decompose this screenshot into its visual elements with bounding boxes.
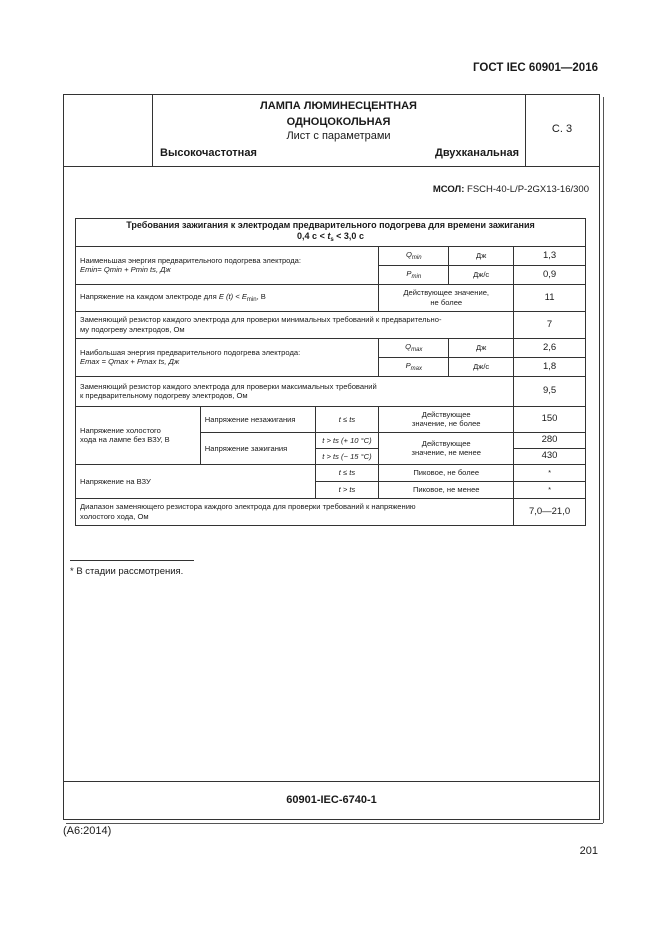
max-resistor-label: Заменяющий резистор каждого электрода для проверки максимальных требований к предварительному подогреву электродов, Ом — [76, 376, 514, 406]
ignition-value-warm: 280 — [514, 432, 586, 448]
pmax-unit: Дж/с — [449, 357, 514, 376]
frame-shadow-right — [600, 97, 604, 823]
electrode-voltage-label: Напряжение на каждом электроде для E $(t) < E_{min}$, В — [76, 284, 379, 311]
table-row — [76, 311, 586, 338]
frame-shadow-bottom — [66, 820, 603, 824]
pmax-symbol: $P_{max}$ — [379, 357, 449, 376]
max-energy-formula: Emax = Qmax + Pmax ts, Дж — [80, 357, 180, 367]
non-ignition-condition: t ≤ ts — [315, 406, 379, 432]
ignition-value-cold: 430 — [514, 448, 586, 464]
igniter-qualifier-1: Пиковое, не более — [379, 464, 514, 481]
ignition-voltage-label: Напряжение зажигания — [200, 432, 315, 464]
table-heading — [76, 219, 586, 247]
msol-value: FSCH-40-L/P-2GX13-16/300 — [467, 184, 589, 195]
min-resistor-label: Заменяющий резистор каждого электрода для проверки минимальных требований к предварительно- му подогреву электродов, Ом — [76, 311, 514, 338]
lamp-title-line1: ЛАМПА ЛЮМИНЕСЦЕНТНАЯ — [260, 100, 417, 112]
page-reference: С. 3 — [551, 123, 573, 135]
msol-label: МСОЛ: — [432, 184, 465, 195]
min-resistor-value: 7 — [514, 311, 586, 338]
footnote-separator — [70, 560, 194, 561]
footnote: * В стадии рассмотрения. — [70, 566, 184, 577]
resistor-range-value: 7,0—21,0 — [514, 498, 586, 525]
qmax-value: 2,6 — [514, 338, 586, 357]
table-heading-line1: Требования зажигания к электродам предварительного подогрева для времени зажигания — [126, 220, 535, 230]
non-ignition-qualifier: Действующее значение, не более — [379, 406, 514, 432]
igniter-value-1: * — [514, 464, 586, 481]
electrode-voltage-condition: Действующее значение, не более — [379, 284, 514, 311]
non-ignition-voltage-label: Напряжение незажигания — [200, 406, 315, 432]
electrode-voltage-value: 11 — [514, 284, 586, 311]
qmin-symbol: $Q_{min}$ — [379, 246, 449, 265]
ignition-requirements-table — [75, 218, 586, 526]
amendment-note: (A6:2014) — [63, 825, 112, 837]
min-energy-label: Наименьшая энергия предварительного подогрева электрода: Emin= Qmin + Pmin ts, Дж — [76, 246, 379, 284]
sheet-code: 60901-IEC-6740-1 — [286, 794, 377, 806]
max-energy-label: Наибольшая энергия предварительного подогрева электрода: Emax = Qmax + Pmax ts, Дж — [76, 338, 379, 376]
igniter-qualifier-2: Пиковое, не менее — [379, 481, 514, 498]
qmax-symbol: $Q_{max}$ — [379, 338, 449, 357]
header-right-label: Двухканальная — [434, 147, 519, 159]
msol-designation — [433, 184, 589, 195]
sheet-code-divider — [64, 781, 599, 782]
pmax-value: 1,8 — [514, 357, 586, 376]
table-row — [76, 376, 586, 406]
igniter-voltage-label: Напряжение на ВЗУ — [76, 464, 316, 498]
table-row — [76, 464, 586, 481]
open-circuit-voltage-label: Напряжение холостого хода на лампе без ВЗУ, В — [76, 406, 201, 464]
ignition-condition-warm: t > ts (+ 10 °C) — [315, 432, 379, 448]
table-row — [76, 406, 586, 432]
ignition-qualifier: Действующее значение, не менее — [379, 432, 514, 464]
ignition-condition-cold: t > ts (− 15 °C) — [315, 448, 379, 464]
qmin-value: 1,3 — [514, 246, 586, 265]
table-row — [76, 246, 586, 265]
lamp-title-line2: ОДНОЦОКОЛЬНАЯ — [286, 116, 391, 128]
table-row — [76, 338, 586, 357]
resistor-range-label: Диапазон заменяющего резистора каждого электрода для проверки требований к напряжению холостого хода, Ом — [76, 498, 514, 525]
non-ignition-value: 150 — [514, 406, 586, 432]
page-number: 201 — [579, 845, 598, 857]
igniter-condition-2: t > ts — [315, 481, 379, 498]
max-resistor-value: 9,5 — [514, 376, 586, 406]
header-left-label: Высокочастотная — [160, 147, 257, 159]
parameter-sheet-frame — [63, 94, 600, 820]
table-row — [76, 498, 586, 525]
pmin-value: 0,9 — [514, 265, 586, 284]
table-heading-line2: 0,4 $с < t_s < 3,0$ с — [297, 231, 364, 244]
igniter-condition-1: t ≤ ts — [315, 464, 379, 481]
qmax-unit: Дж — [449, 338, 514, 357]
standard-number: ГОСТ IEC 60901—2016 — [473, 62, 598, 74]
min-energy-formula: Emin= Qmin + Pmin ts, Дж — [80, 265, 171, 275]
table-heading-row — [76, 219, 586, 247]
igniter-value-2: * — [514, 481, 586, 498]
qmin-unit: Дж — [449, 246, 514, 265]
pmin-unit: Дж/с — [449, 265, 514, 284]
table-row — [76, 284, 586, 311]
pmin-symbol: $P_{min}$ — [379, 265, 449, 284]
sheet-subtitle: Лист с параметрами — [286, 130, 391, 142]
